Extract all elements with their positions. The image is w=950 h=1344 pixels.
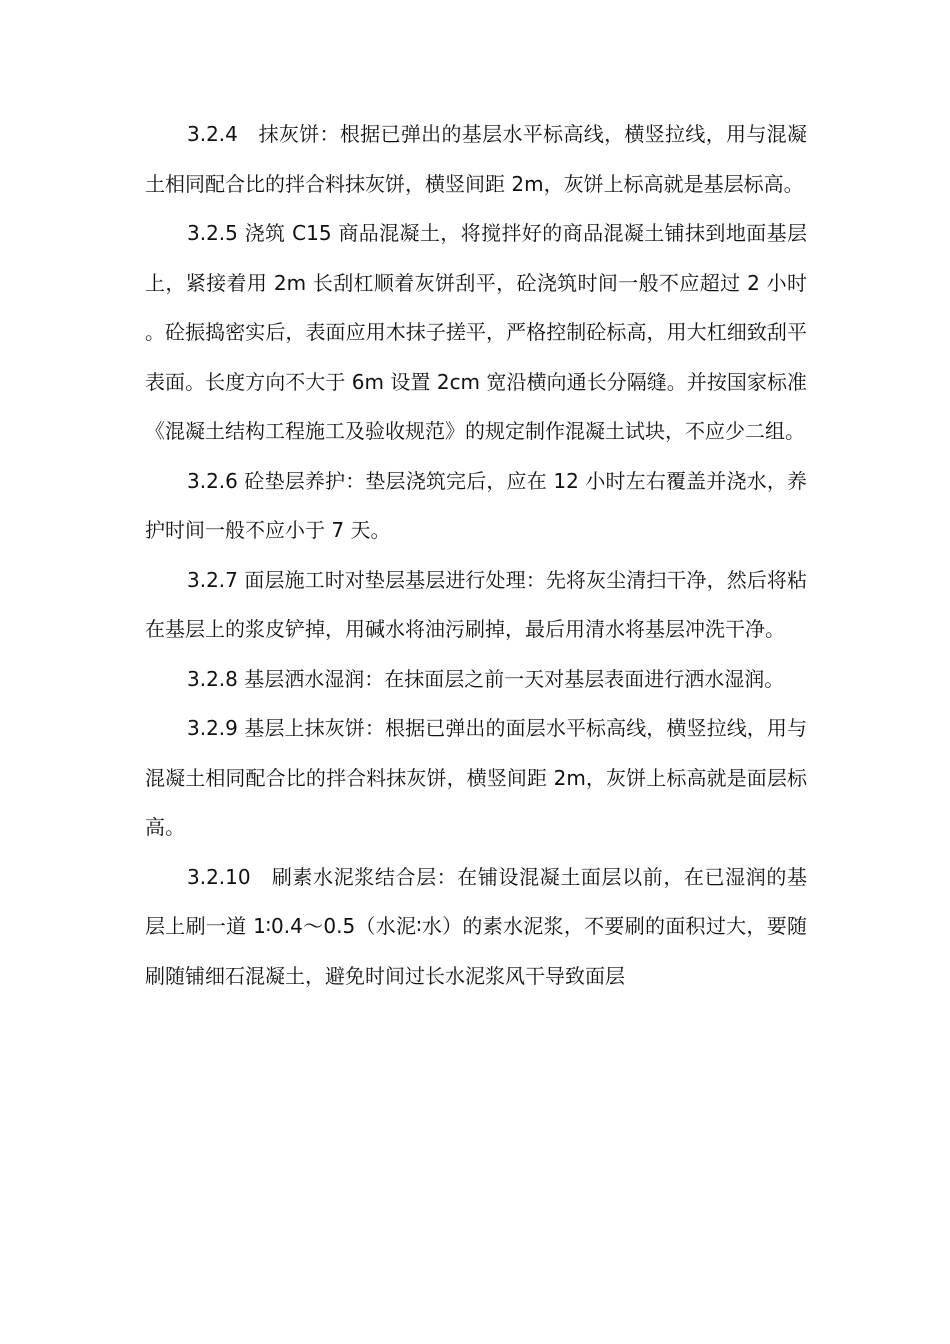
paragraph-3-2-8: 3.2.8 基层洒水湿润：在抹面层之前一天对基层表面进行洒水湿润。 (187, 666, 785, 691)
paragraph-3-2-4: 3.2.4 抹灰饼：根据已弹出的基层水平标高线，横竖拉线，用与混凝土相同配合比的拌合料抹灰饼，横竖间距 2m，灰饼上标高就是基层标高。 (145, 122, 807, 196)
paragraph-3-2-10: 3.2.10 刷素水泥浆结合层：在铺设混凝土面层以前，在已湿润的基层上刷一道 1∶0.4～0.5（水泥∶水）的素水泥浆，不要刷的面积过大，要随刷随铺细石混凝土，避免时间过长水泥浆风干导致面层 (145, 864, 807, 988)
paragraph-3-2-5: 3.2.5 浇筑 C15 商品混凝土，将搅拌好的商品混凝土铺抹到地面基层上，紧接着用 2m 长刮杠顺着灰饼刮平，砼浇筑时间一般不应超过 2 小时。砼振捣密实后，表面应用木抹子搓平，严格控制砼标高，用大杠细致刮平表面。长度方向不大于 6m 设置 2cm 宽沿横向通长分隔缝。并按国家标准《混凝土结构工程施工及验收规范》的规定制作混凝土试块，不应少二组。 (145, 221, 807, 443)
document-body (145, 110, 807, 1001)
paragraph-3-2-6: 3.2.6 砼垫层养护：垫层浇筑完后，应在 12 小时左右覆盖并浇水，养护时间一般不应小于 7 天。 (145, 468, 807, 542)
paragraph-3-2-7: 3.2.7 面层施工时对垫层基层进行处理：先将灰尘清扫干净，然后将粘在基层上的浆皮铲掉，用碱水将油污刷掉，最后用清水将基层冲洗干净。 (145, 567, 807, 641)
paragraph-3-2-9: 3.2.9 基层上抹灰饼：根据已弹出的面层水平标高线，横竖拉线，用与混凝土相同配合比的拌合料抹灰饼，横竖间距 2m，灰饼上标高就是面层标高。 (145, 716, 807, 839)
